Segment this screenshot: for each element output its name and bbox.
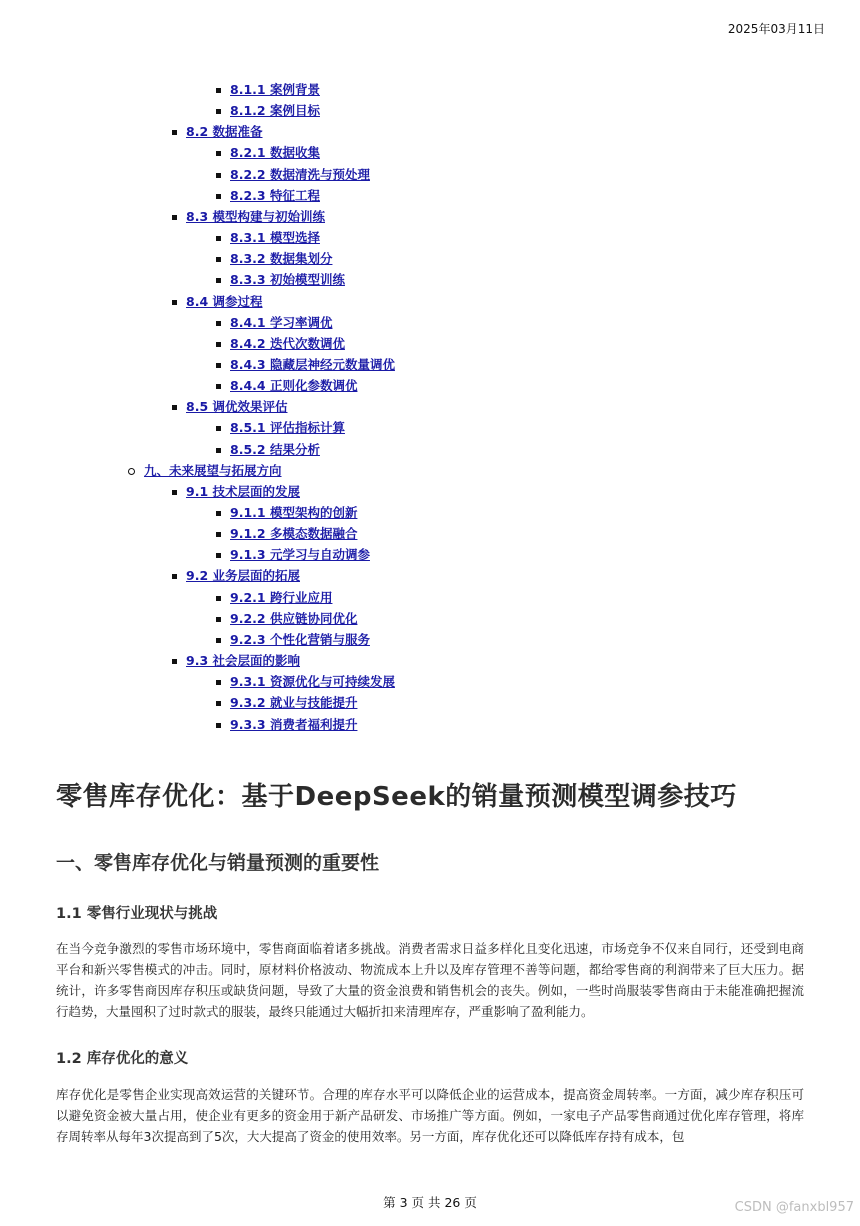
- toc-item: [172, 122, 263, 142]
- toc-item: [216, 630, 370, 650]
- toc-item: [216, 165, 370, 185]
- toc-link[interactable]: 9.1.2 多模态数据融合: [230, 526, 358, 542]
- toc-bullet: [172, 300, 177, 305]
- toc-item: [216, 249, 332, 269]
- toc-bullet: [216, 257, 221, 262]
- toc-bullet: [172, 574, 177, 579]
- toc-item: [216, 609, 357, 629]
- toc-bullet: [216, 426, 221, 431]
- toc-link[interactable]: 8.2.3 特征工程: [230, 187, 320, 203]
- toc-item: [216, 313, 332, 333]
- toc-link[interactable]: 8.4 调参过程: [186, 293, 263, 309]
- toc-link[interactable]: 9.2.2 供应链协同优化: [230, 610, 358, 626]
- toc-item: [128, 461, 282, 481]
- toc-link[interactable]: 8.4.4 正则化参数调优: [230, 378, 358, 394]
- page-date: 2025年03月11日: [727, 22, 825, 36]
- toc-link[interactable]: 九、未来展望与拓展方向: [144, 462, 282, 478]
- toc-item: [216, 186, 320, 206]
- toc-link[interactable]: 8.3.2 数据集划分: [230, 251, 333, 267]
- watermark: CSDN @fanxbl957: [734, 1200, 854, 1215]
- toc-item: [172, 482, 300, 502]
- page-footer: 第 3 页 共 26 页: [383, 1195, 477, 1210]
- toc-bullet: [172, 490, 177, 495]
- toc-bullet: [216, 321, 221, 326]
- toc-bullet: [172, 215, 177, 220]
- toc-link[interactable]: 8.1.1 案例背景: [230, 82, 320, 97]
- toc-bullet: [172, 659, 177, 664]
- toc-item: [216, 143, 320, 163]
- toc-item: [216, 693, 357, 713]
- toc-item: [216, 588, 332, 608]
- toc-bullet: [216, 88, 221, 93]
- toc-link[interactable]: 8.2 数据准备: [186, 124, 263, 140]
- toc-link[interactable]: 8.4.3 隐藏层神经元数量调优: [230, 356, 395, 372]
- toc-link[interactable]: 8.3.1 模型选择: [230, 230, 320, 246]
- toc-item: [172, 651, 300, 671]
- toc-link[interactable]: 8.4.2 迭代次数调优: [230, 335, 345, 351]
- toc-bullet: [128, 468, 135, 475]
- toc-bullet: [216, 532, 221, 537]
- toc-item: [216, 101, 320, 121]
- toc-item: [216, 334, 345, 354]
- toc-bullet: [172, 405, 177, 410]
- toc-link[interactable]: 8.5 调优效果评估: [186, 399, 288, 415]
- toc-link[interactable]: 8.4.1 学习率调优: [230, 314, 333, 330]
- toc-bullet: [216, 342, 221, 347]
- toc-link[interactable]: 9.3.1 资源优化与可持续发展: [230, 674, 395, 690]
- toc-link[interactable]: 9.3.3 消费者福利提升: [230, 716, 358, 732]
- toc-bullet: [216, 384, 221, 389]
- toc-link[interactable]: 8.2.2 数据清洗与预处理: [230, 166, 370, 182]
- toc-item: [216, 228, 320, 248]
- toc-item: [216, 503, 357, 523]
- toc-bullet: [216, 448, 221, 453]
- toc-item: [172, 292, 263, 312]
- toc-bullet: [216, 723, 221, 728]
- toc-link[interactable]: 8.3 模型构建与初始训练: [186, 208, 325, 224]
- toc-item: [216, 355, 395, 375]
- toc-bullet: [216, 109, 221, 114]
- toc-bullet: [216, 511, 221, 516]
- toc-link[interactable]: 8.5.1 评估指标计算: [230, 420, 345, 436]
- section-heading: 一、零售库存优化与销量预测的重要性: [56, 852, 380, 874]
- toc-link[interactable]: 9.1.1 模型架构的创新: [230, 505, 358, 520]
- toc-bullet: [172, 130, 177, 135]
- subsection-heading-1-1: 1.1 零售行业现状与挑战: [56, 906, 218, 922]
- toc-bullet: [216, 680, 221, 685]
- paragraph-1-2: 库存优化是零售企业实现高效运营的关键环节。合理的库存水平可以降低企业的运营成本，提高资金周转率。一方面，减少库存积压可以避免资金被大量占用，使企业有更多的资金用于新产品研发、市场推广等方面。例如，一家电子产品零售商通过优化库存管理，将库存周转率从每年3次提高到了5次，大大提高了资金的使用效率。另一方面，库存优化还可以降低库存持有成本，包: [56, 1087, 804, 1144]
- toc-link[interactable]: 9.3.2 就业与技能提升: [230, 695, 358, 711]
- toc-link[interactable]: 9.1.3 元学习与自动调参: [230, 547, 370, 563]
- toc-link[interactable]: 8.1.2 案例目标: [230, 103, 320, 119]
- toc-bullet: [216, 151, 221, 156]
- toc-bullet: [216, 236, 221, 241]
- toc-link[interactable]: 9.3 社会层面的影响: [186, 653, 300, 669]
- toc-item: [172, 207, 325, 227]
- toc-bullet: [216, 194, 221, 199]
- toc-link[interactable]: 9.2 业务层面的拓展: [186, 568, 300, 584]
- toc-bullet: [216, 173, 221, 178]
- subsection-heading-1-2: 1.2 库存优化的意义: [56, 1051, 189, 1067]
- article-title: 零售库存优化：基于DeepSeek的销量预测模型调参技巧: [56, 782, 737, 812]
- paragraph-1-1: 在当今竞争激烈的零售市场环境中，零售商面临着诸多挑战。消费者需求日益多样化且变化迅速，市场竞争不仅来自同行，还受到电商平台和新兴零售模式的冲击。同时，原材料价格波动、物流成本上升以及库存管理不善等问题，都给零售商的利润带来了巨大压力。据统计，许多零售商因库存积压或缺货问题，导致了大量的资金浪费和销售机会的丧失。例如，一些时尚服装零售商由于未能准确把握流行趋势，大量囤积了过时款式的服装，最终只能通过大幅折扣来清理库存，严重影响了盈利能力。: [56, 941, 804, 1019]
- toc-bullet: [216, 701, 221, 706]
- toc-item: [216, 545, 370, 565]
- toc-bullet: [216, 363, 221, 368]
- toc-item: [216, 440, 320, 460]
- toc-bullet: [216, 638, 221, 643]
- toc-item: [216, 715, 357, 735]
- toc-link[interactable]: 8.2.1 数据收集: [230, 145, 320, 161]
- toc-link[interactable]: 9.2.1 跨行业应用: [230, 589, 333, 605]
- toc-item: [216, 418, 345, 438]
- toc-link[interactable]: 9.1 技术层面的发展: [186, 483, 300, 499]
- toc-item: [216, 270, 345, 290]
- toc-item: [216, 672, 395, 692]
- toc-item: [216, 80, 320, 100]
- toc-bullet: [216, 596, 221, 601]
- toc-item: [172, 397, 288, 417]
- toc-link[interactable]: 9.2.3 个性化营销与服务: [230, 631, 370, 647]
- toc-item: [172, 566, 300, 586]
- toc-bullet: [216, 617, 221, 622]
- toc-link[interactable]: 8.3.3 初始模型训练: [230, 272, 345, 288]
- toc-link[interactable]: 8.5.2 结果分析: [230, 441, 320, 457]
- toc-bullet: [216, 278, 221, 283]
- toc-item: [216, 376, 357, 396]
- toc-item: [216, 524, 357, 544]
- toc-bullet: [216, 553, 221, 558]
